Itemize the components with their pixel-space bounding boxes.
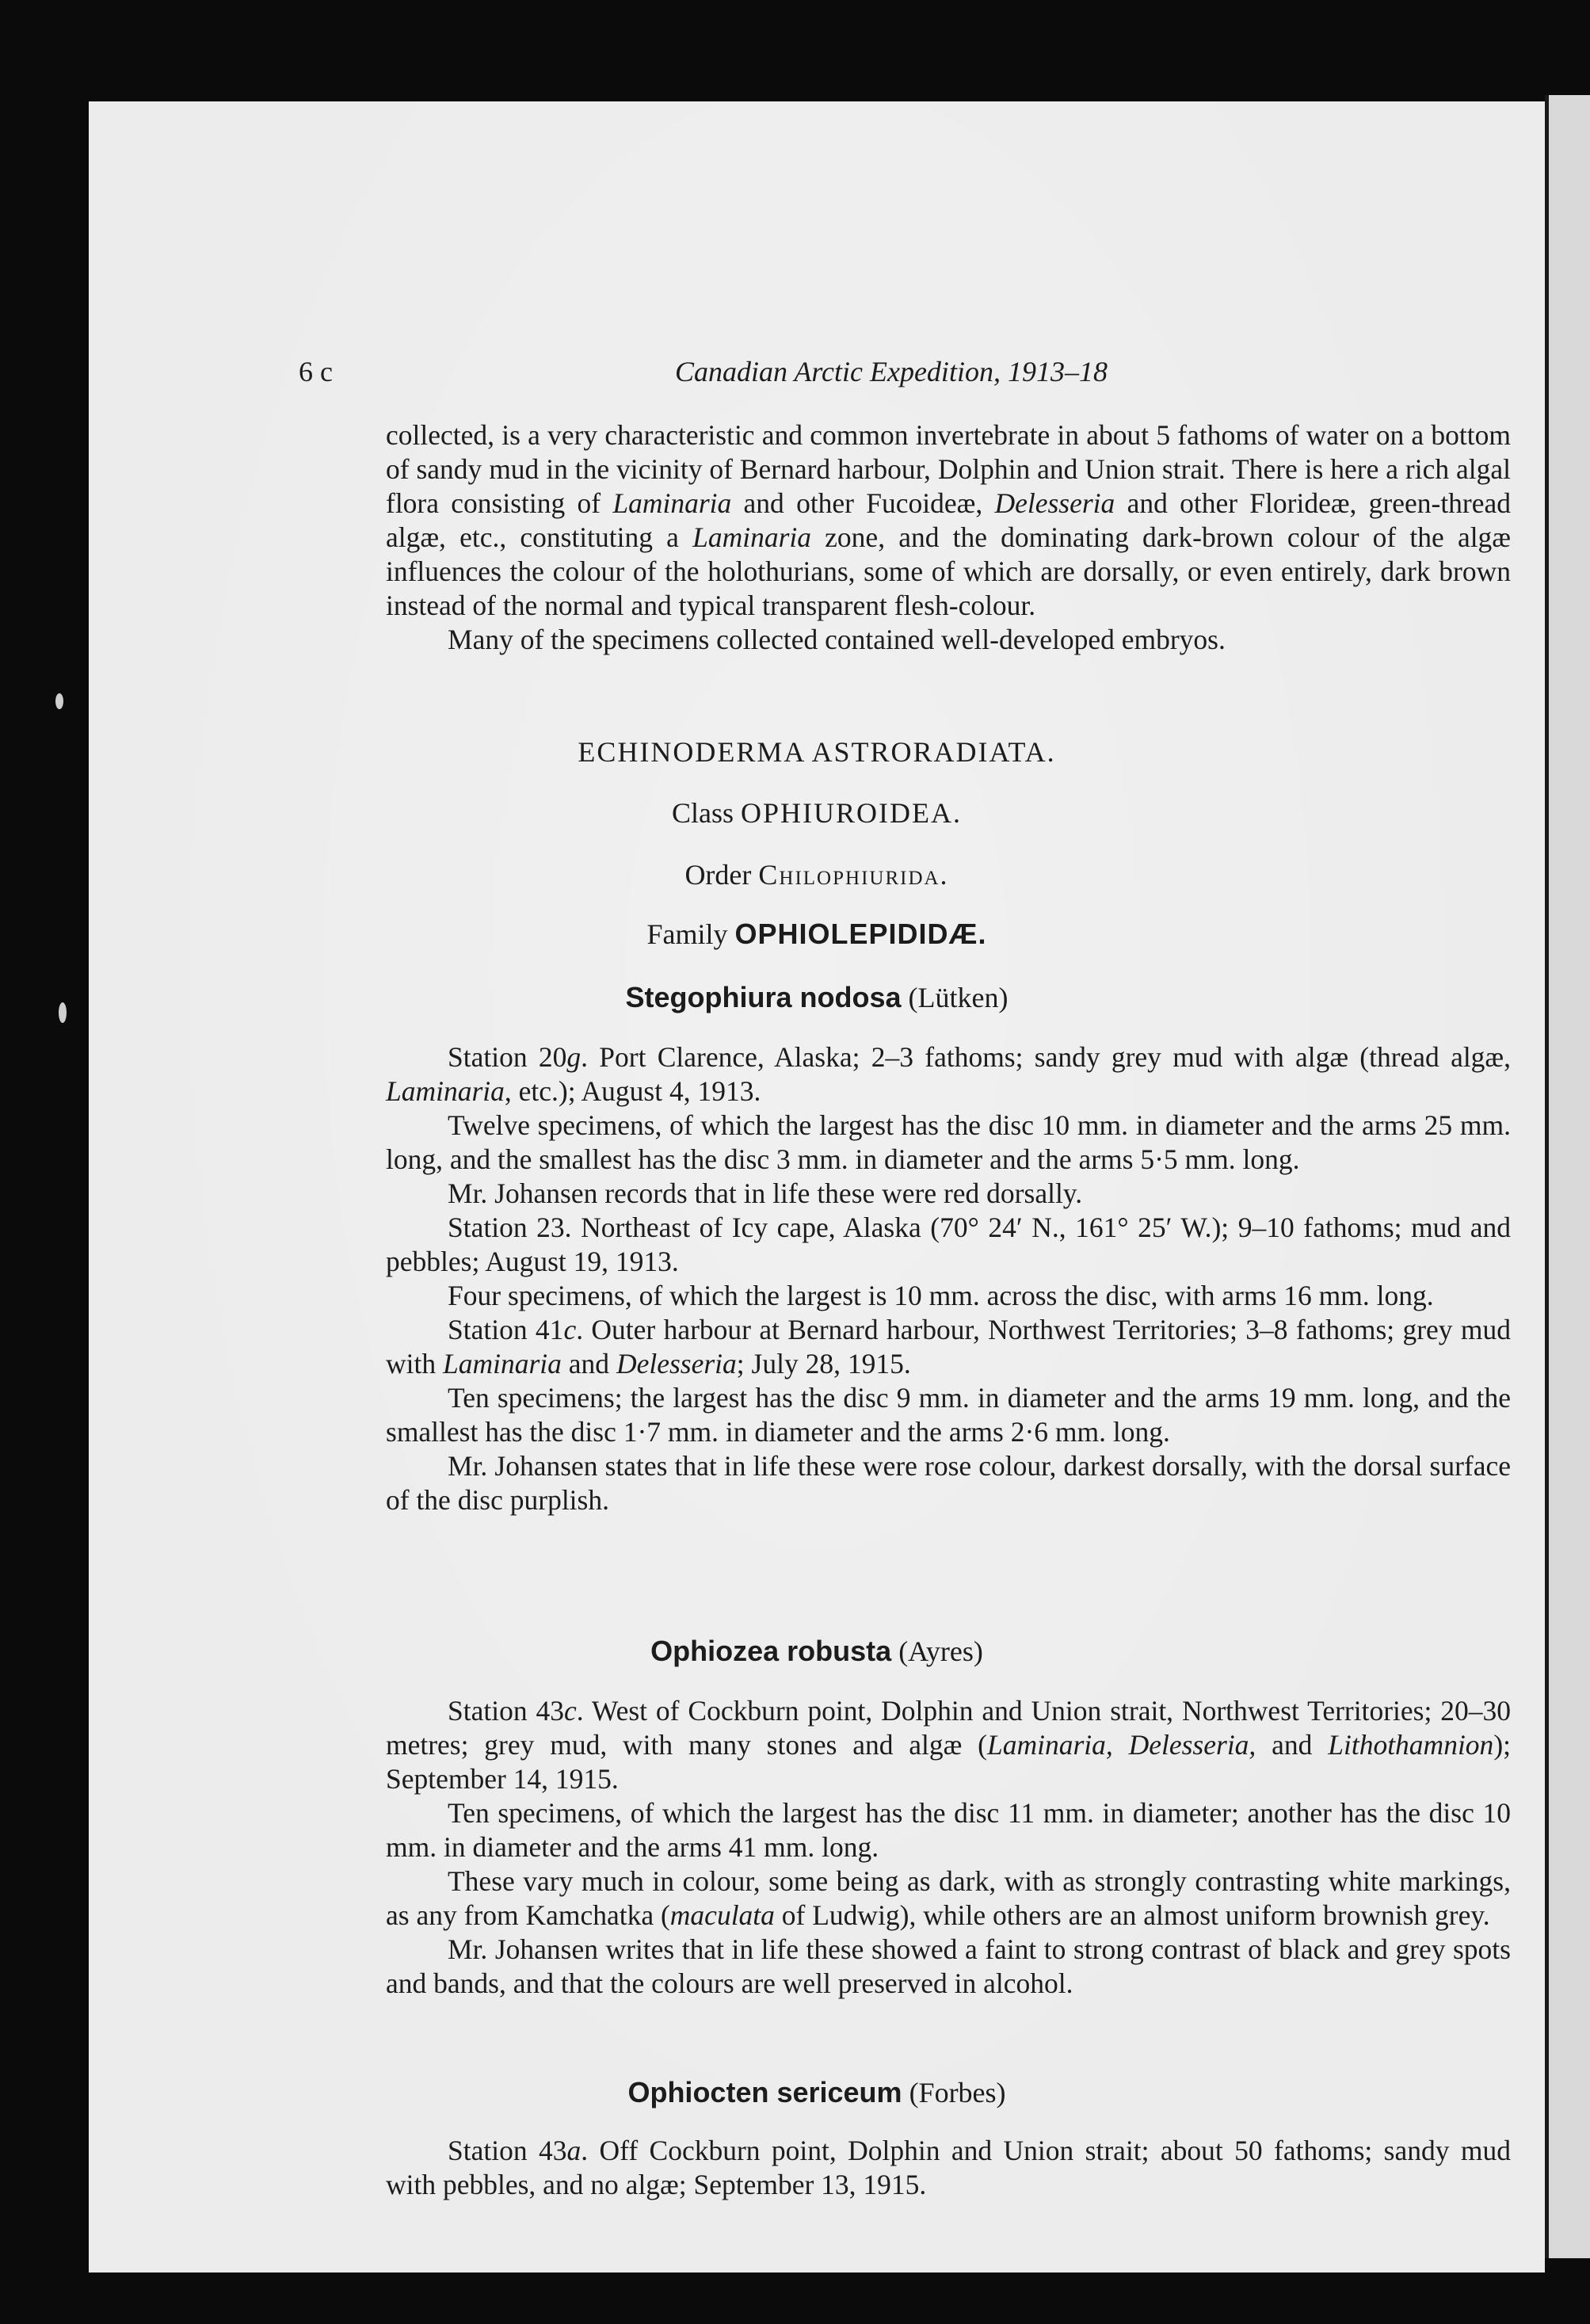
class-heading: Class OPHIUROIDEA. <box>671 797 962 829</box>
species-heading-stegophiura: Stegophiura nodosa (Lütken) <box>625 981 1009 1013</box>
station-entry: Station 41c. Outer harbour at Bernard harbour, Northwest Territories; 3–8 fathoms; grey mud with Laminaria and Delesseria; July 28, 1915. <box>386 1314 1511 1380</box>
adjacent-page-edge <box>1549 95 1590 2258</box>
intro-paragraph-embryos: Many of the specimens collected contained well-developed embryos. <box>448 624 1226 655</box>
family-heading: Family OPHIOLEPIDIDÆ. <box>646 918 987 950</box>
document-page <box>89 101 1545 2272</box>
specimen-note: Twelve specimens, of which the largest has the disc 10 mm. in diameter and the arms 25 mm. long, and the smallest has the disc 3 mm. in diameter and the arms 5·5 mm. long. <box>386 1109 1511 1175</box>
specimen-note: Mr. Johansen records that in life these were red dorsally. <box>448 1177 1083 1209</box>
species-section-stegophiura <box>386 1040 1511 1517</box>
specimen-note: These vary much in colour, some being as dark, with as strongly contrasting white markings, as any from Kamchatka (maculata of Ludwig), while others are an almost uniform brownish grey. <box>386 1865 1511 1931</box>
species-heading-ophiocten: Ophiocten sericeum (Forbes) <box>627 2076 1006 2108</box>
intro-paragraph: collected, is a very characteristic and common invertebrate in about 5 fathoms of water on a bottom of sandy mud in the vicinity of Bernard harbour, Dolphin and Union strait. There is here a rich algal flora consisting of Laminaria and other Fucoideæ, Delesseria and other Florideæ, green-thread algæ, etc., constituting a Laminaria zone, and the dominating dark-brown colour of the algæ influences the colour of the holothurians, some of which are dorsally, or even entirely, dark brown instead of the normal and typical transparent flesh-colour. <box>386 419 1512 621</box>
page-header <box>89 355 1545 395</box>
intro-section <box>386 418 1511 657</box>
station-entry: Station 43a. Off Cockburn point, Dolphin and Union strait; about 50 fathoms; sandy mud with pebbles, and no algæ; September 13, 1915. <box>386 2135 1512 2200</box>
page-number: 6 c <box>299 356 333 387</box>
specimen-note: Four specimens, of which the largest is 10 mm. across the disc, with arms 16 mm. long. <box>448 1280 1434 1311</box>
specimen-note: Ten specimens; the largest has the disc 9 mm. in diameter and the arms 19 mm. long, and the smallest has the disc 1·7 mm. in diameter and the arms 2·6 mm. long. <box>386 1382 1511 1448</box>
station-entry: Station 23. Northeast of Icy cape, Alaska (70° 24′ N., 161° 25′ W.); 9–10 fathoms; mud and pebbles; August 19, 1913. <box>386 1212 1511 1277</box>
species-section-ophiocten <box>386 2134 1511 2202</box>
species-heading-ophiozea: Ophiozea robusta (Ayres) <box>650 1635 983 1667</box>
specimen-note: Ten specimens, of which the largest has the disc 11 mm. in diameter; another has the disc 10 mm. in diameter and the arms 41 mm. long. <box>386 1797 1511 1863</box>
running-title: Canadian Arctic Expedition, 1913–18 <box>675 356 1108 387</box>
species-section-ophiozea <box>386 1694 1511 2001</box>
order-heading: Order Chilophiurida. <box>684 859 949 891</box>
station-entry: Station 20g. Port Clarence, Alaska; 2–3 fathoms; sandy grey mud with algæ (thread algæ, Laminaria, etc.); August 4, 1913. <box>386 1041 1511 1107</box>
scan-mark <box>59 1002 67 1023</box>
specimen-note: Mr. Johansen states that in life these were rose colour, darkest dorsally, with the dorsal surface of the disc purplish. <box>386 1450 1511 1516</box>
division-heading: ECHINODERMA ASTRORADIATA. <box>578 736 1056 768</box>
station-entry: Station 43c. West of Cockburn point, Dolphin and Union strait, Northwest Territories; 20–30 metres; grey mud, with many stones and algæ (Laminaria, Delesseria, and Lithothamnion); September 14, 1915. <box>386 1695 1512 1795</box>
specimen-note: Mr. Johansen writes that in life these showed a faint to strong contrast of black and grey spots and bands, and that the colours are well preserved in alcohol. <box>386 1933 1511 1999</box>
scan-mark <box>55 693 63 709</box>
